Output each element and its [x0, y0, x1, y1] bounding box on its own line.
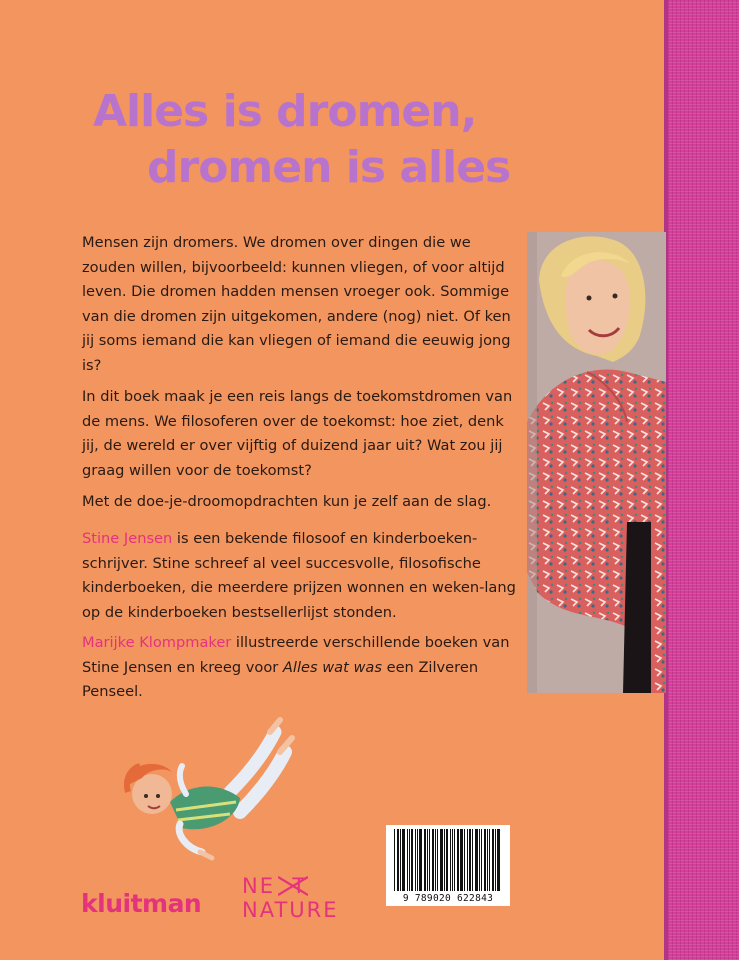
flying-child-illustration	[90, 712, 320, 862]
blurb-paragraph-3: Met de doe-je-droomopdrachten kun je zelf aan de slag.	[82, 493, 492, 510]
barcode-bar	[464, 829, 465, 891]
isbn-number: 9 789020 622843	[402, 893, 494, 904]
barcode-bar	[427, 829, 428, 891]
barcode-bar	[419, 829, 422, 891]
spine	[668, 0, 739, 960]
blurb-paragraph-2: In dit boek maak je een reis langs de toekomstdromen van de mens. We filosoferen over de toekomst: hoe ziet, denk jij, de wereld er over vijftig of duizend jaar uit? Wat zou jij graag willen voor de toekomst?	[82, 388, 513, 479]
barcode-bar	[444, 829, 445, 891]
barcode-bar	[424, 829, 426, 891]
barcode-bar	[454, 829, 455, 891]
barcode-bar	[484, 829, 486, 891]
barcode-bar	[487, 829, 488, 891]
book-title	[93, 84, 513, 196]
barcode-bar	[469, 829, 471, 891]
barcode-bar	[400, 829, 401, 891]
barcode-bar	[407, 829, 408, 891]
barcode-bar	[497, 829, 500, 891]
barcode-bar	[435, 829, 436, 891]
barcode-bar	[457, 829, 459, 891]
author-name: Stine Jensen	[82, 530, 173, 547]
barcode-bar	[460, 829, 463, 891]
title-line-1: Alles is dromen,	[93, 86, 477, 137]
isbn-barcode	[386, 825, 510, 906]
barcode-bar	[492, 829, 494, 891]
title-line-2: dromen is alles	[147, 142, 511, 193]
barcode-bar	[481, 829, 482, 891]
barcode-bar	[437, 829, 438, 891]
award-book-title: Alles wat was	[282, 658, 382, 676]
barcode-bar	[429, 829, 430, 891]
next-nature-x-mark	[278, 875, 308, 897]
barcode-bar	[397, 829, 399, 891]
barcode-bar	[446, 829, 448, 891]
barcode-bar	[450, 829, 451, 891]
illustrator-bio-end: een Zilveren Penseel.	[82, 658, 479, 700]
blurb-paragraph-1: Mensen zijn dromers. We dromen over dingen die we zouden willen, bijvoorbeeld: kunnen vliegen, of voor altijd leven. Die dromen hadden mensen vroeger ook. Sommige van die dromen zijn uitgekomen, andere (nog) niet. Of ken jij soms iemand die kan vliegen of iemand die eeuwig jong is?	[82, 234, 511, 374]
barcode-bar	[394, 829, 395, 891]
barcode-bar	[479, 829, 480, 891]
barcode-bar	[452, 829, 453, 891]
barcode-bar	[417, 829, 418, 891]
author-bio	[82, 527, 522, 625]
next-nature-line-1: NE T	[242, 874, 308, 898]
author-bio-text: is een bekende filosoof en kinderboeken-schrijver. Stine schreef al veel succesvolle, filosofische kinderboeken, die meerdere prijzen wonnen en weken-lang op de kinderboeken bestsellerlijst stonden.	[82, 530, 516, 621]
barcode-bar	[495, 829, 496, 891]
barcode-bar	[467, 829, 468, 891]
barcode-bar	[402, 829, 405, 891]
kluitman-logo: kluitman	[81, 889, 202, 918]
barcode-bar	[409, 829, 410, 891]
barcode-bar	[440, 829, 443, 891]
barcode-bar	[472, 829, 473, 891]
illustrator-name: Marijke Klompmaker	[82, 634, 232, 651]
author-photo	[527, 232, 666, 693]
next-nature-logo	[242, 874, 339, 922]
illustrator-bio-text: illustreerde verschillende boeken van Stine Jensen en kreeg voor	[82, 634, 510, 676]
next-nature-line-2: NATURE	[242, 898, 339, 922]
barcode-bar	[432, 829, 434, 891]
barcode-bar	[489, 829, 490, 891]
barcode-bar	[475, 829, 478, 891]
barcode-bar	[411, 829, 413, 891]
illustrator-bio	[82, 631, 522, 705]
barcode-bar	[415, 829, 416, 891]
